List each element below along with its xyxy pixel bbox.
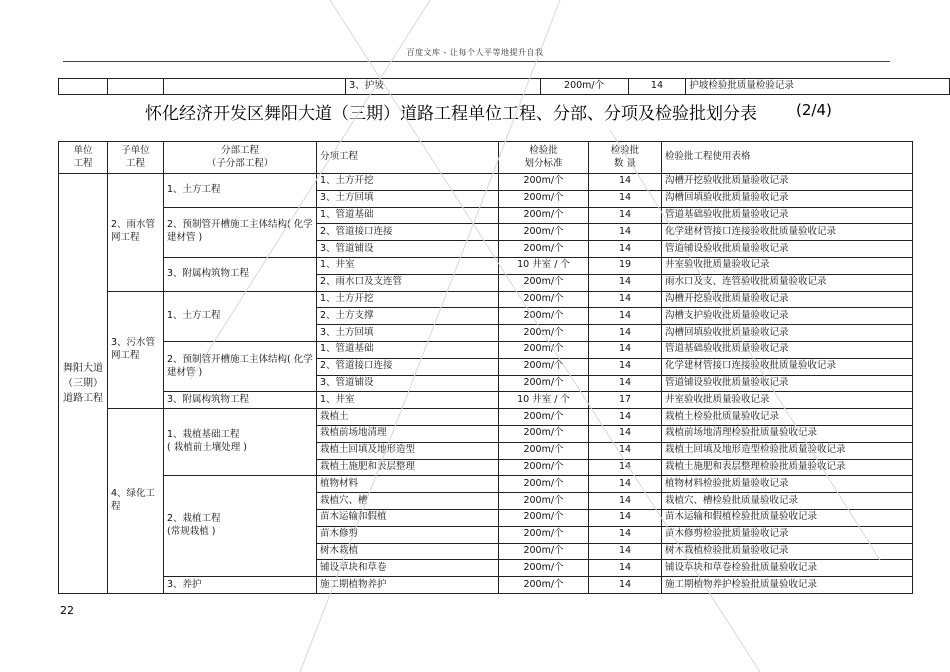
cell-form: 栽植土检验批质量验收记录 — [662, 409, 913, 426]
division-cell: 2、预制管开槽施工主体结构( 化学建材管 ) — [164, 207, 317, 257]
cell-count: 14 — [589, 577, 662, 594]
unit-name-cell — [59, 174, 108, 594]
sub-unit-cell: 4、绿化工程 — [108, 409, 164, 594]
document-title: 怀化经济开发区舞阳大道（三期）道路工程单位工程、分部、分项及检验批划分表 — [145, 104, 757, 124]
page-fraction: (2/4) — [796, 101, 832, 119]
cell-standard: 200m/个 — [499, 308, 589, 325]
cell-standard: 200m/个 — [540, 79, 628, 95]
cell-count: 14 — [589, 543, 662, 560]
division-cell: 2、预制管开槽施工主体结构( 化学建材管 ) — [164, 341, 317, 391]
cell-standard: 10 井室 / 个 — [499, 257, 589, 274]
cell-form: 沟槽开挖验收批质量验收记录 — [662, 291, 913, 308]
header-rule — [63, 61, 890, 62]
cell-item: 苗木修剪 — [317, 526, 499, 543]
cell-form: 树木栽植检验批质量验收记录 — [662, 543, 913, 560]
col-unit-header: 单位 工程 — [59, 142, 108, 174]
cell-standard: 200m/个 — [499, 442, 589, 459]
table-row — [59, 409, 913, 426]
cell-count: 14 — [589, 560, 662, 577]
cell-item: 铺设草块和草卷 — [317, 560, 499, 577]
col-standard-header: 检验批 划分标准 — [499, 142, 589, 174]
division-cell: 3、养护 — [164, 577, 317, 594]
cell-item: 3、土方回填 — [317, 190, 499, 207]
table-row — [59, 291, 913, 308]
cell-item: 2、土方支撑 — [317, 308, 499, 325]
cell-item: 树木栽植 — [317, 543, 499, 560]
cell-item: 栽植穴、槽 — [317, 493, 499, 510]
cell-count: 14 — [589, 190, 662, 207]
cell-item: 3、管道铺设 — [317, 375, 499, 392]
cell-form: 植物材料检验批质量验收记录 — [662, 476, 913, 493]
cell-standard: 200m/个 — [499, 526, 589, 543]
cell-count: 14 — [589, 308, 662, 325]
cell-count: 14 — [628, 79, 686, 95]
page-header-text: 百度文库 - 让每个人平等地提升自我 — [406, 48, 544, 57]
sub-unit-cell: 3、污水管网工程 — [108, 291, 164, 409]
cell-standard: 200m/个 — [499, 341, 589, 358]
cell-form: 管道基础验收批质量验收记录 — [662, 341, 913, 358]
cell-item: 栽植土 — [317, 409, 499, 426]
cell-standard: 200m/个 — [499, 425, 589, 442]
cell-count: 14 — [589, 493, 662, 510]
cell-form: 栽植土施肥和表层整理检验批质量验收记录 — [662, 459, 913, 476]
cell-count: 14 — [589, 291, 662, 308]
cell-standard: 200m/个 — [499, 358, 589, 375]
cell-count: 14 — [589, 274, 662, 291]
cell-count: 14 — [589, 509, 662, 526]
cell-count: 14 — [589, 375, 662, 392]
cell-item: 栽植前场地清理 — [317, 425, 499, 442]
table-row — [59, 79, 950, 95]
division-cell: 2、栽植工程 (常规栽植 ) — [164, 476, 317, 577]
cell-count: 14 — [589, 526, 662, 543]
col-division-header: 分部工程 （子分部工程） — [164, 142, 317, 174]
cell-count: 14 — [589, 459, 662, 476]
cell-item: 栽植土回填及地形造型 — [317, 442, 499, 459]
cell-item: 植物材料 — [317, 476, 499, 493]
cell-form: 沟槽支护验收批质量验收记录 — [662, 308, 913, 325]
cell-standard: 200m/个 — [499, 207, 589, 224]
cell-item: 施工期植物养护 — [317, 577, 499, 594]
cell-form: 沟槽开挖验收批质量验收记录 — [662, 174, 913, 191]
cell-item: 2、雨水口及支连管 — [317, 274, 499, 291]
page-number: 22 — [60, 604, 74, 617]
cell-empty — [163, 79, 345, 95]
cell-item: 2、管道接口连接 — [317, 358, 499, 375]
cell-item: 1、井室 — [317, 392, 499, 409]
cell-standard: 200m/个 — [499, 493, 589, 510]
cell-form: 护坡检验批质量检验记录 — [686, 79, 950, 95]
cell-count: 14 — [589, 341, 662, 358]
continued-row-table — [58, 78, 950, 95]
cell-standard: 200m/个 — [499, 543, 589, 560]
cell-item: 1、管道基础 — [317, 341, 499, 358]
cell-form: 栽植土回填及地形造型检验批质量验收记录 — [662, 442, 913, 459]
cell-form: 化学建材管接口连接验收批质量验收记录 — [662, 358, 913, 375]
cell-standard: 200m/个 — [499, 325, 589, 342]
cell-standard: 200m/个 — [499, 409, 589, 426]
table-row — [59, 392, 913, 409]
table-row — [59, 174, 913, 191]
cell-standard: 200m/个 — [499, 241, 589, 258]
cell-form: 井室验收批质量验收记录 — [662, 392, 913, 409]
cell-form: 铺设草块和草卷检验批质量验收记录 — [662, 560, 913, 577]
col-count-header: 检验批 数 量 — [589, 142, 662, 174]
cell-standard: 200m/个 — [499, 459, 589, 476]
cell-item: 1、土方开挖 — [317, 291, 499, 308]
cell-standard: 200m/个 — [499, 375, 589, 392]
cell-standard: 200m/个 — [499, 224, 589, 241]
cell-count: 14 — [589, 358, 662, 375]
cell-form: 苗木运输和假植检验批质量验收记录 — [662, 509, 913, 526]
cell-count: 14 — [589, 174, 662, 191]
cell-form: 苗木修剪检验批质量验收记录 — [662, 526, 913, 543]
cell-count: 14 — [589, 442, 662, 459]
cell-item: 3、土方回填 — [317, 325, 499, 342]
cell-form: 化学建材管接口连接验收批质量验收记录 — [662, 224, 913, 241]
col-item-header: 分项工程 — [317, 142, 499, 174]
cell-standard: 200m/个 — [499, 190, 589, 207]
sub-unit-cell: 2、雨水管网工程 — [108, 174, 164, 292]
col-form-header: 检验批工程使用表格 — [662, 142, 913, 174]
cell-form: 沟槽回填验收批质量验收记录 — [662, 325, 913, 342]
cell-form: 管道铺设验收批质量验收记录 — [662, 241, 913, 258]
cell-standard: 200m/个 — [499, 476, 589, 493]
division-cell: 1、土方工程 — [164, 291, 317, 341]
cell-form: 管道基础验收批质量验收记录 — [662, 207, 913, 224]
cell-count: 14 — [589, 476, 662, 493]
division-cell: 3、附属构筑物工程 — [164, 257, 317, 291]
cell-standard: 200m/个 — [499, 577, 589, 594]
cell-form: 栽植前场地清理检验批质量验收记录 — [662, 425, 913, 442]
cell-standard: 200m/个 — [499, 291, 589, 308]
cell-item: 栽植土施肥和表层整理 — [317, 459, 499, 476]
division-cell: 1、土方工程 — [164, 174, 317, 208]
cell-form: 管道铺设验收批质量验收记录 — [662, 375, 913, 392]
cell-form: 井室验收批质量验收记录 — [662, 257, 913, 274]
cell-count: 19 — [589, 257, 662, 274]
cell-count: 14 — [589, 207, 662, 224]
cell-empty — [59, 79, 108, 95]
cell-item: 2、管道接口连接 — [317, 224, 499, 241]
cell-form: 施工期植物养护检验批质量验收记录 — [662, 577, 913, 594]
table-header-row — [59, 142, 913, 174]
cell-standard: 200m/个 — [499, 174, 589, 191]
cell-standard: 200m/个 — [499, 274, 589, 291]
division-cell: 3、附属构筑物工程 — [164, 392, 317, 409]
cell-item: 1、土方开挖 — [317, 174, 499, 191]
cell-item: 1、井室 — [317, 257, 499, 274]
cell-count: 14 — [589, 425, 662, 442]
table-row — [59, 257, 913, 274]
cell-form: 栽植穴、槽检验批质量验收记录 — [662, 493, 913, 510]
cell-item: 1、管道基础 — [317, 207, 499, 224]
table-row — [59, 341, 913, 358]
cell-standard: 200m/个 — [499, 509, 589, 526]
cell-count: 14 — [589, 224, 662, 241]
cell-empty — [107, 79, 163, 95]
cell-item: 苗木运输和假植 — [317, 509, 499, 526]
cell-count: 14 — [589, 325, 662, 342]
unit-name: 舞阳大道（三期）道路工程 — [63, 362, 103, 404]
cell-item: 3、护坡 — [346, 79, 541, 95]
division-cell: 1、栽植基础工程 ( 栽植前土壤处理 ) — [164, 409, 317, 476]
cell-form: 雨水口及支、连管验收批质量验收记录 — [662, 274, 913, 291]
cell-count: 14 — [589, 241, 662, 258]
cell-form: 沟槽回填验收批质量验收记录 — [662, 190, 913, 207]
cell-item: 3、管道铺设 — [317, 241, 499, 258]
cell-count: 17 — [589, 392, 662, 409]
division-table — [58, 141, 913, 594]
table-row — [59, 577, 913, 594]
table-row — [59, 207, 913, 224]
cell-standard: 200m/个 — [499, 560, 589, 577]
cell-standard: 10 井室 / 个 — [499, 392, 589, 409]
cell-count: 14 — [589, 409, 662, 426]
col-sub-unit-header: 子单位 工程 — [108, 142, 164, 174]
table-row — [59, 476, 913, 493]
